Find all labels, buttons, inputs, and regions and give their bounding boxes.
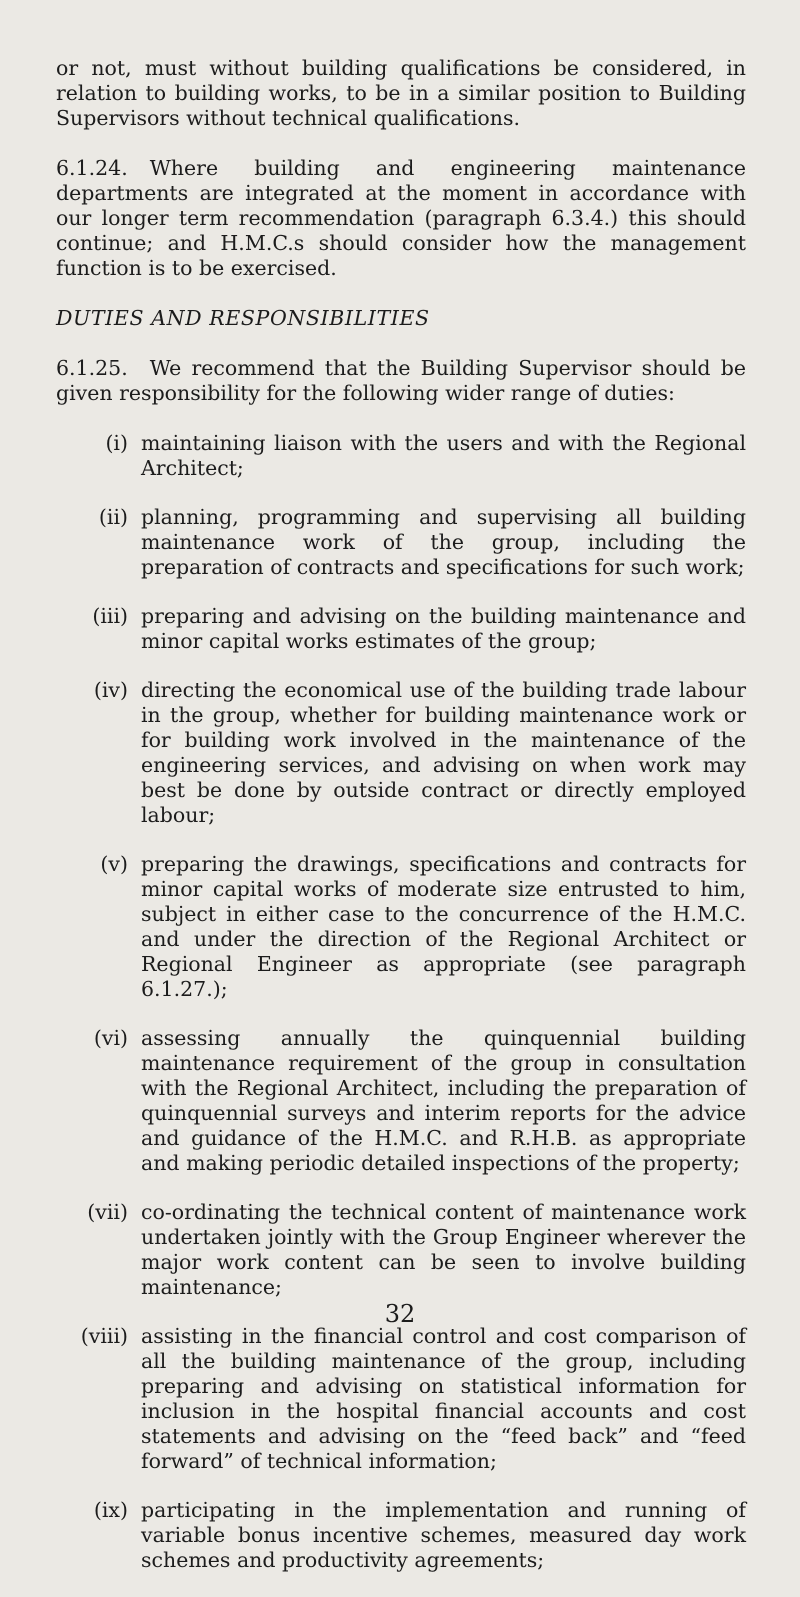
list-item bbox=[56, 431, 746, 481]
item-marker: (iv) bbox=[93, 678, 128, 702]
duties-list bbox=[56, 431, 746, 1573]
section-heading: DUTIES AND RESPONSIBILITIES bbox=[56, 306, 430, 330]
item-marker: (vii) bbox=[87, 1200, 128, 1224]
item-text: maintaining liaison with the users and with the Regional Architect; bbox=[141, 431, 746, 480]
paragraph-text: We recommend that the Building Supervisor should be given responsibility for the following wider range of duties: bbox=[56, 356, 746, 405]
list-item bbox=[56, 1200, 746, 1300]
list-item bbox=[56, 678, 746, 828]
item-text: co-ordinating the technical content of maintenance work undertaken jointly with the Group Engineer wherever the major work content can be seen to involve building maintenance; bbox=[141, 1200, 746, 1299]
item-marker: (i) bbox=[105, 431, 128, 455]
item-marker: (iii) bbox=[92, 604, 128, 628]
item-text: preparing and advising on the building maintenance and minor capital works estimates of the group; bbox=[141, 604, 746, 653]
intro-paragraph: or not, must without building qualifications be considered, in relation to building works, to be in a similar position to Building Supervisors without technical qualifications. bbox=[56, 56, 746, 130]
item-text: assisting in the financial control and cost comparison of all the building maintenance of the group, including preparing and advising on statistical information for inclusion in the hospital financial accounts and cost statements and advising on the “feed back” and “feed forward” of technical information; bbox=[141, 1324, 746, 1473]
item-text: planning, programming and supervising all building maintenance work of the group, including the preparation of contracts and specifications for such work; bbox=[141, 505, 746, 579]
paragraph-6-1-25 bbox=[56, 356, 746, 406]
body-text bbox=[56, 56, 746, 1597]
paragraph-number: 6.1.24. bbox=[56, 156, 128, 180]
item-text: participating in the implementation and running of variable bonus incentive schemes, measured day work schemes and productivity agreements; bbox=[141, 1498, 746, 1572]
item-marker: (viii) bbox=[80, 1324, 128, 1348]
paragraph-number: 6.1.25. bbox=[56, 356, 128, 380]
list-item bbox=[56, 1026, 746, 1176]
list-item bbox=[56, 852, 746, 1002]
list-item bbox=[56, 1498, 746, 1573]
item-text: preparing the drawings, specifications and contracts for minor capital works of moderate size entrusted to him, subject in either case to the concurrence of the H.M.C. and under the direction of the Regional Architect or Regional Engineer as appropriate (see paragraph 6.1.27.); bbox=[141, 852, 746, 1001]
list-item bbox=[56, 604, 746, 654]
item-marker: (v) bbox=[100, 852, 128, 876]
item-text: directing the economical use of the building trade labour in the group, whether for building maintenance work or for building work involved in the maintenance of the engineering services, and advising on when work may best be done by outside contract or directly employed labour; bbox=[141, 678, 746, 827]
paragraph-6-1-24 bbox=[56, 156, 746, 281]
item-marker: (vi) bbox=[93, 1026, 128, 1050]
list-item bbox=[56, 1324, 746, 1474]
item-text: assessing annually the quinquennial building maintenance requirement of the group in consultation with the Regional Architect, including the preparation of quinquennial surveys and interim reports for the advice and guidance of the H.M.C. and R.H.B. as appropriate and making periodic detailed inspections of the property; bbox=[141, 1026, 746, 1175]
item-marker: (ix) bbox=[93, 1498, 128, 1522]
list-item bbox=[56, 505, 746, 580]
page-number: 32 bbox=[384, 1300, 416, 1328]
item-marker: (ii) bbox=[98, 505, 128, 529]
paragraph-text: Where building and engineering maintenance departments are integrated at the moment in accordance with our longer term recommendation (paragraph 6.3.4.) this should continue; and H.M.C.s should consider how the management function is to be exercised. bbox=[56, 156, 746, 280]
